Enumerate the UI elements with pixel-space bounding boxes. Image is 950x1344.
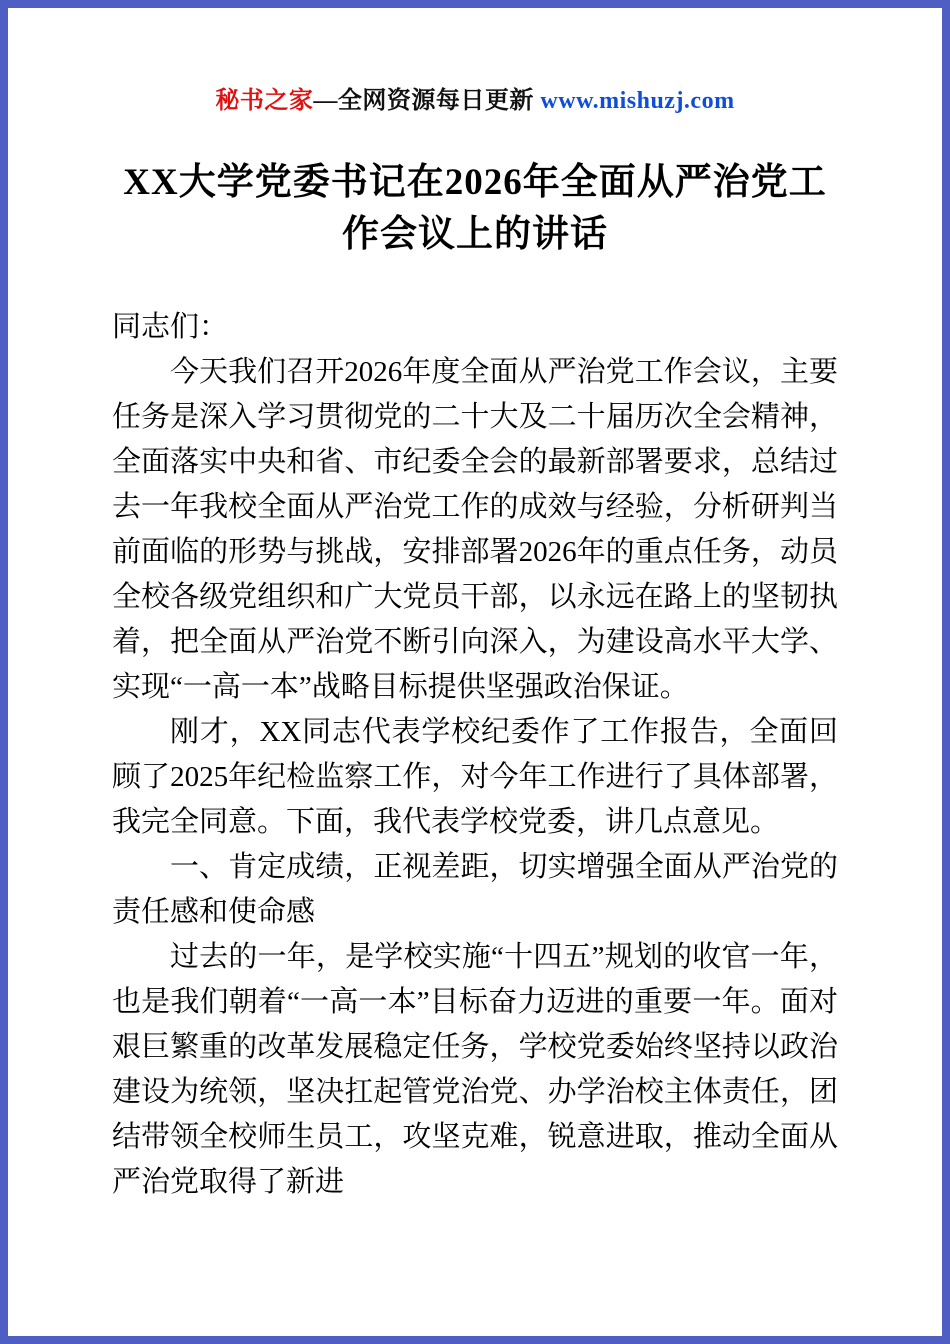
- body-paragraph-1: 今天我们召开2026年度全面从严治党工作会议，主要任务是深入学习贯彻党的二十大及二十届历次全会精神，全面落实中央和省、市纪委全会的最新部署要求，总结过去一年我校全面从严治党工作的成效与经验，分析研判当前面临的形势与挑战，安排部署2026年的重点任务，动员全校各级党组织和广大党员干部，以永远在路上的坚韧执着，把全面从严治党不断引向深入，为建设高水平大学、实现“一高一本”战略目标提供坚强政治保证。: [112, 356, 838, 703]
- section-heading-1: 一、肯定成绩，正视差距，切实增强全面从严治党的责任感和使命感: [112, 851, 838, 928]
- header-tagline: —全网资源每日更新: [313, 88, 541, 114]
- salutation: 同志们：: [112, 311, 229, 343]
- site-url-link[interactable]: www.mishuzj.com: [540, 88, 735, 114]
- body-paragraph-3: 过去的一年，是学校实施“十四五”规划的收官一年，也是我们朝着“一高一本”目标奋力迈进的重要一年。面对艰巨繁重的改革发展稳定任务，学校党委始终坚持以政治建设为统领，坚决扛起管党治党、办学治校主体责任，团结带领全校师生员工，攻坚克难，锐意进取，推动全面从严治党取得了新进: [112, 941, 838, 1198]
- page-content: [8, 8, 942, 1205]
- brand-name: 秘书之家: [215, 88, 314, 114]
- document-body: [112, 305, 838, 1205]
- header-banner: [112, 80, 838, 115]
- document-title: XX大学党委书记在2026年全面从严治党工作会议上的讲话: [123, 162, 827, 255]
- body-paragraph-2: 刚才，XX同志代表学校纪委作了工作报告，全面回顾了2025年纪检监察工作，对今年工作进行了具体部署，我完全同意。下面，我代表学校党委，讲几点意见。: [112, 716, 838, 838]
